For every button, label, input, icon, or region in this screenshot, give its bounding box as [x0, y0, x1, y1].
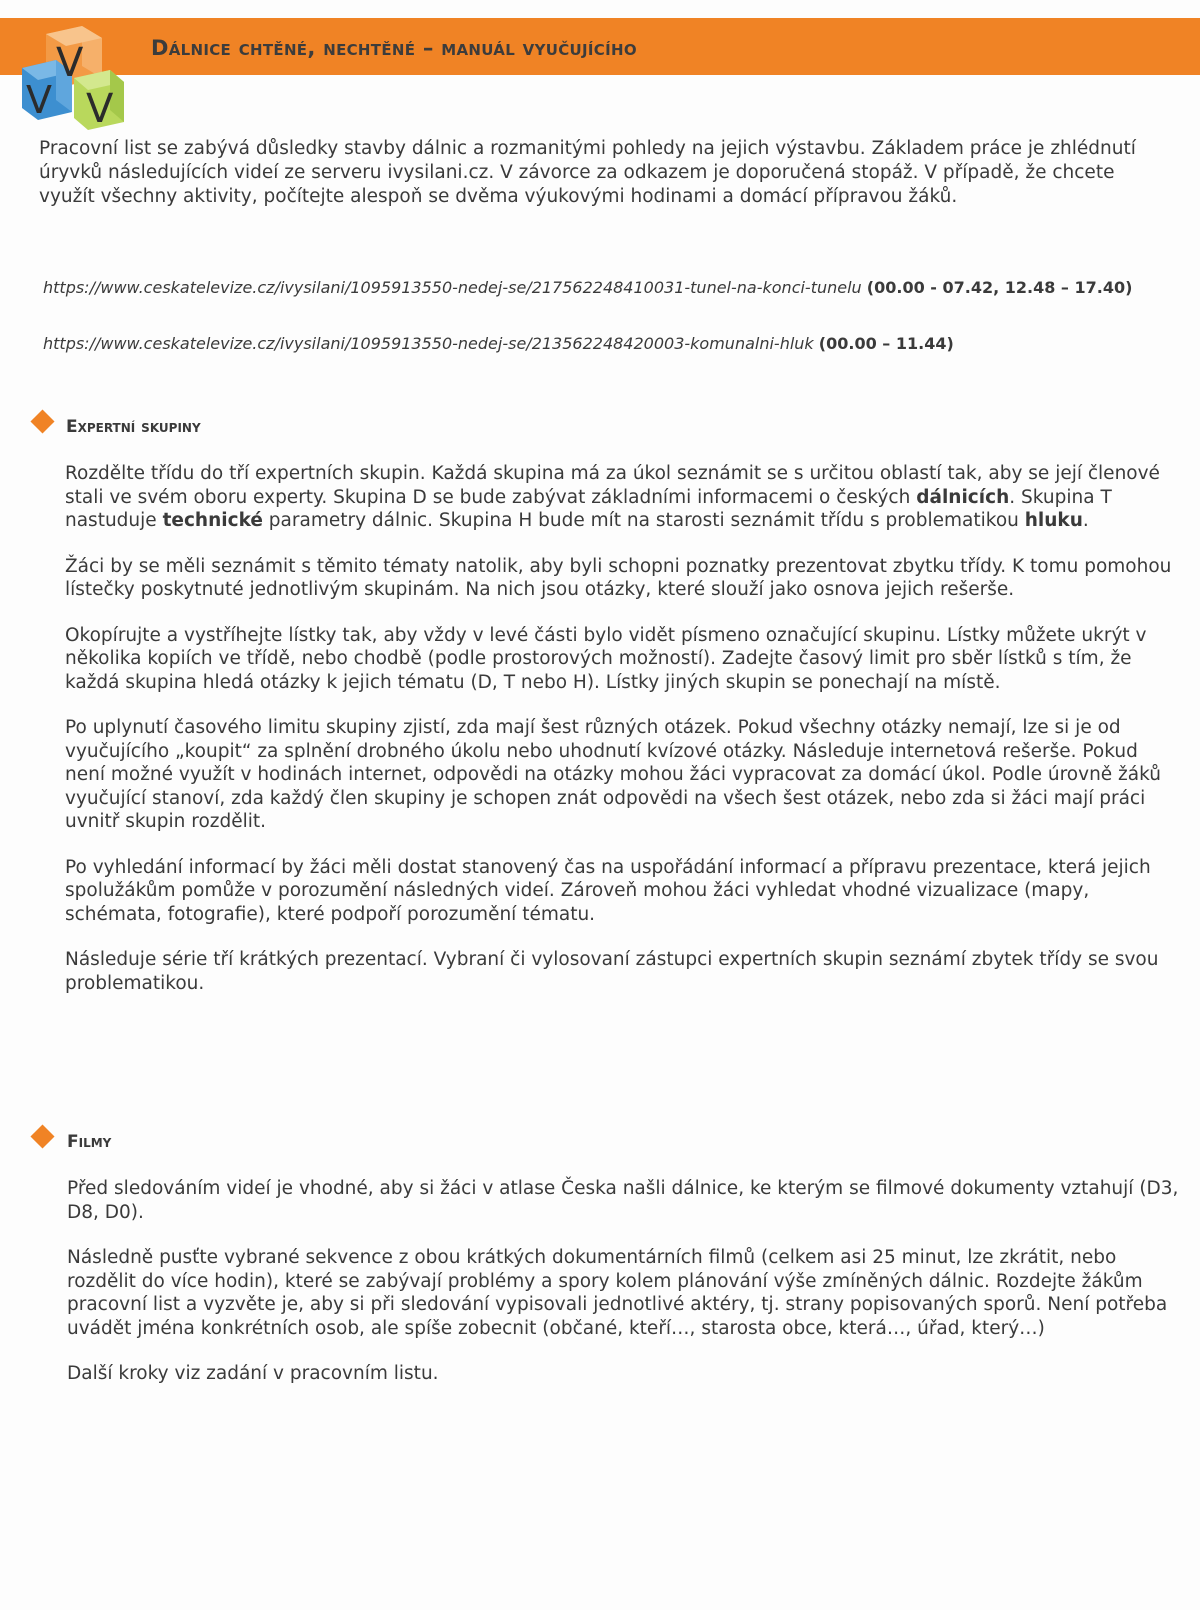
- logo-letter-top: V: [56, 40, 84, 86]
- video-link-2[interactable]: [43, 334, 954, 353]
- films-paragraph-3: Další kroky viz zadání v pracovním listu.: [67, 1363, 439, 1384]
- films-paragraph-1: Před sledováním videí je vhodné, aby si žáci v atlase Česka našli dálnice, ke kterým se filmové dokumenty vztahují (D3, D8, D0).: [67, 1178, 1179, 1223]
- expert-paragraph-4: Po uplynutí časového limitu skupiny zjistí, zda mají šest různých otázek. Pokud všechny otázky nemají, lze si je od vyučujícího „koupit“ za splnění drobného úkolu nebo uhodnutí kvízové otázky. Následuje internetová rešerše. Pokud není možné využít v hodinách internet, odpovědi na otázky mohou žáci vypracovat za domácí úkol. Podle úrovně žáků vyučující stanoví, zda každý člen skupiny je schopen znát odpovědi na všech šest otázek, nebo zda si žáci mají práci uvnitř skupin rozdělit.: [65, 717, 1161, 832]
- video-link-1-time: (00.00 - 07.42, 12.48 – 17.40): [866, 278, 1133, 297]
- video-link-2-url[interactable]: https://www.ceskatelevize.cz/ivysilani/1095913550-nedej-se/213562248420003-komunalni-hluk: [43, 334, 814, 353]
- video-link-1[interactable]: [43, 278, 1132, 297]
- films-paragraph-2: Následně pusťte vybrané sekvence z obou krátkých dokumentárních filmů (celkem asi 25 minut, lze zkrátit, nebo rozdělit do více hodin), které se zabývají problémy a spory kolem plánování výše zmíněných dálnic. Rozdejte žákům pracovní list a vyzvěte je, aby si při sledování vypisovali jednotlivé aktéry, tj. strany popisovaných sporů. Není potřeba uvádět jména konkrétních osob, ale spíše zobecnit (občané, kteří…, starosta obce, která…, úřad, který…): [67, 1247, 1168, 1339]
- diamond-bullet-icon: [30, 1124, 54, 1148]
- logo-letter-right: V: [86, 86, 114, 132]
- section-expert-body: [65, 462, 1180, 1017]
- video-link-1-url[interactable]: https://www.ceskatelevize.cz/ivysilani/1095913550-nedej-se/217562248410031-tunel-na-konci-tunelu: [43, 278, 862, 297]
- section-films-title: Filmy: [67, 1132, 112, 1152]
- intro-paragraph: Pracovní list se zabývá důsledky stavby dálnic a rozmanitými pohledy na jejich výstavbu. Základem práce je zhlédnutí úryvků následujících videí ze serveru ivysilani.cz. V závorce za odkazem je doporučená stopáž. V případě, že chcete využít všechny aktivity, počítejte alespoň se dvěma výukovými hodinami a domácí přípravou žáků.: [39, 138, 1136, 207]
- expert-paragraph-3: Okopírujte a vystříhejte lístky tak, aby vždy v levé části bylo vidět písmeno označující skupinu. Lístky můžete ukrýt v několika kopiích ve třídě, nebo chodbě (podle prostorových možností). Zadejte časový limit pro sběr lístků s tím, že každá skupina hledá otázky k jejich tématu (D, T nebo H). Lístky jiných skupin se ponechají na místě.: [65, 624, 1147, 693]
- logo-letter-left: V: [26, 78, 52, 122]
- expert-paragraph-6: Následuje série tří krátkých prezentací. Vybraní či vylosovaní zástupci expertních skupin seznámí zbytek třídy se svou problematikou.: [65, 949, 1159, 994]
- section-expert-title: Expertní skupiny: [66, 417, 201, 437]
- expert-paragraph-1: Rozdělte třídu do tří expertních skupin. Každá skupina má za úkol seznámit se s určitou oblastí tak, aby se její členové stali ve svém oboru experty. Skupina D se bude zabývat základními informacemi o českých dálnicích. Skupina T nastuduje technické parametry dálnic. Skupina H bude mít na starosti seznámit třídu s problematikou hluku.: [65, 463, 1160, 531]
- expert-paragraph-2: Žáci by se měli seznámit s těmito tématy natolik, aby byli schopni poznatky prezentovat zbytku třídy. K tomu pomohou lístečky poskytnuté jednotlivým skupinám. Na nich jsou otázky, které slouží jako osnova jejich rešerše.: [65, 555, 1172, 600]
- video-link-2-time: (00.00 – 11.44): [818, 334, 954, 353]
- expert-paragraph-5: Po vyhledání informací by žáci měli dostat stanovený čas na uspořádání informací a přípravu prezentace, která jejich spolužákům pomůže v porozumění následných videí. Zároveň mohou žáci vyhledat vhodné vizualizace (mapy, schémata, fotografie), které podpoří porozumění tématu.: [65, 856, 1151, 925]
- diamond-bullet-icon: [30, 409, 54, 433]
- page-title: Dálnice chtěné, nechtěné – manuál vyučujícího: [151, 36, 637, 60]
- logo-cubes-icon: [18, 20, 130, 132]
- section-films-body: [67, 1177, 1182, 1408]
